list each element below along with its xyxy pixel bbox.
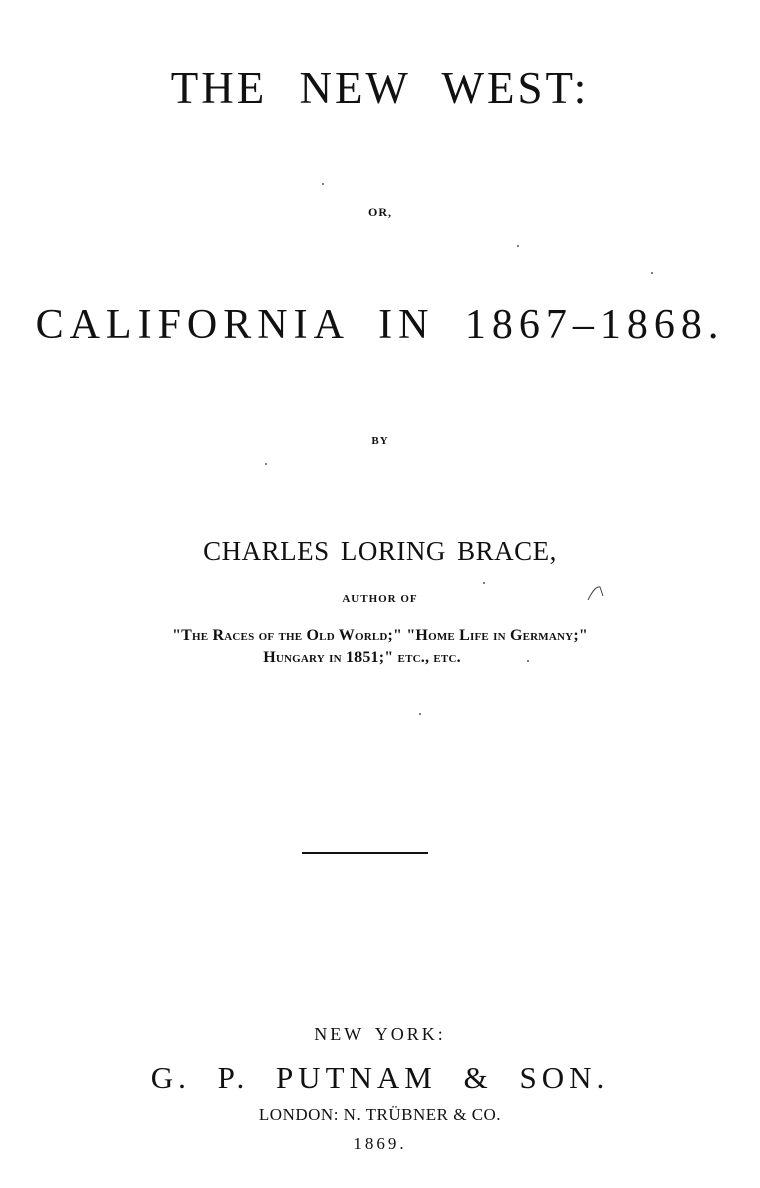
paper-speck: [527, 660, 529, 662]
london-imprint: LONDON: N. TRÜBNER & CO.: [258, 1105, 502, 1124]
publisher-name: G. P. PUTNAM & SON.: [150, 1060, 610, 1095]
pencil-mark-icon: [586, 584, 606, 602]
paper-speck: [265, 463, 267, 465]
divider-rule: [302, 852, 428, 854]
paper-speck: [483, 582, 485, 584]
or-connector: OR,: [368, 205, 392, 219]
paper-speck: [517, 245, 519, 247]
book-title: THE NEW WEST:: [170, 63, 590, 113]
publication-city: NEW YORK:: [314, 1024, 446, 1044]
by-label: BY: [371, 435, 389, 447]
author-name: CHARLES LORING BRACE,: [203, 536, 557, 566]
author-of-label: AUTHOR OF: [342, 593, 418, 605]
paper-speck: [419, 713, 421, 715]
publication-year: 1869.: [353, 1134, 407, 1153]
book-subtitle: CALIFORNIA IN 1867–1868.: [35, 302, 725, 348]
paper-speck: [651, 272, 653, 274]
paper-speck: [322, 183, 324, 185]
other-works-line-1: "The Races of the Old World;" "Home Life in Germany;": [172, 627, 588, 644]
other-works-line-2: Hungary in 1851;" etc., etc.: [263, 649, 461, 666]
